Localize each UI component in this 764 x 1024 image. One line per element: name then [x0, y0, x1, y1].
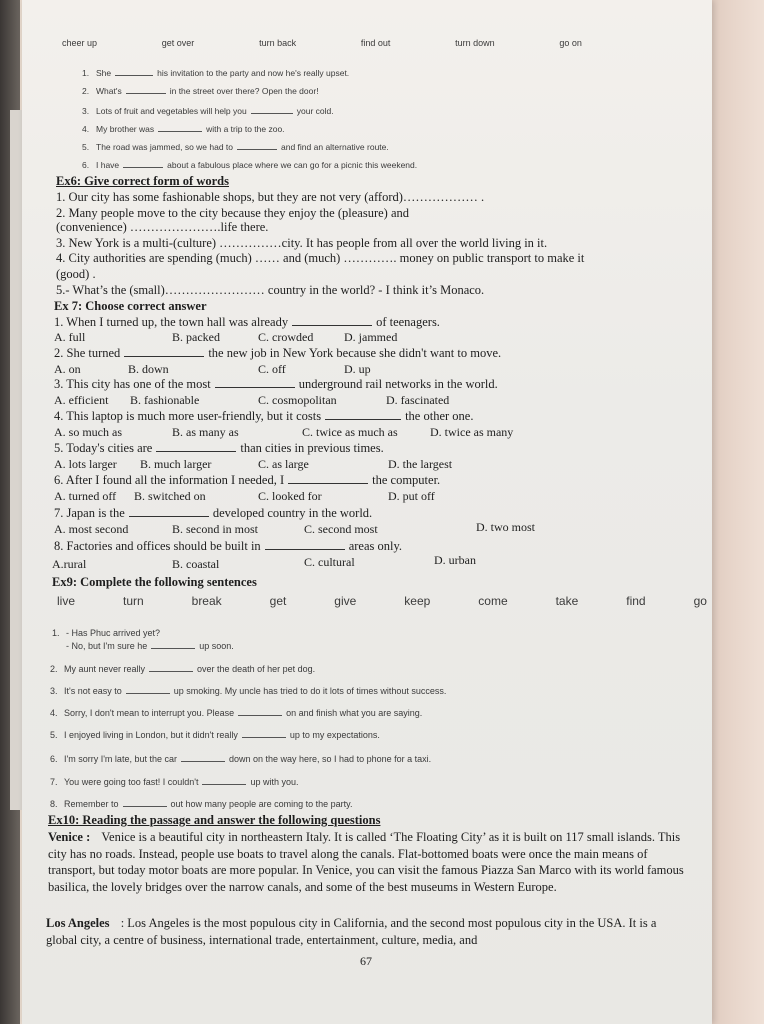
question-line: 6. After I found all the information I needed, I the computer. [54, 473, 441, 487]
question-line: 5.- What’s the (small)…………………… country in the world? - I think it’s Monaco. [56, 283, 485, 297]
question-line: 7. Japan is the developed country in the world. [54, 506, 373, 520]
word-bank-item: break [191, 594, 222, 608]
question-line: 1. Our city has some fashionable shops, but they are not very (afford)……………… . [56, 190, 485, 204]
option: C. twice as much as [302, 425, 398, 439]
word-bank-item: keep [404, 594, 431, 608]
option: D. up [344, 362, 371, 376]
option: A. so much as [54, 425, 122, 439]
question-line: 2. Many people move to the city because they enjoy the (pleasure) and [56, 206, 410, 220]
word-bank-top [62, 38, 582, 48]
list-item: 4. My brother was with a trip to the zoo. [82, 124, 285, 134]
option: A. most second [54, 522, 129, 536]
list-item: 6. I have about a fabulous place where we can go for a picnic this weekend. [82, 160, 418, 170]
question-line: 3. This city has one of the most underground rail networks in the world. [54, 377, 498, 391]
option: D. two most [476, 520, 536, 534]
option: C. cultural [304, 555, 355, 569]
list-item: 4. Sorry, I don't mean to interrupt you. Please on and finish what you are saying. [50, 708, 423, 718]
word-bank-item: turn [122, 594, 144, 608]
passage-los-angeles [46, 915, 686, 948]
passage-venice [48, 829, 688, 895]
word-bank-item: take [555, 594, 579, 608]
list-item: 3. It's not easy to up smoking. My uncle has tried to do it lots of times without success. [50, 686, 447, 696]
list-item: 2. What's in the street over there? Open the door! [82, 86, 319, 96]
option: B. fashionable [130, 393, 200, 407]
option: B. down [128, 362, 169, 376]
option: C. cosmopolitan [258, 393, 337, 407]
option: D. jammed [344, 330, 398, 344]
option: A. full [54, 330, 86, 344]
word-bank-item: turn back [259, 38, 297, 48]
option: A. turned off [54, 489, 117, 503]
option: C. second most [304, 522, 378, 536]
option: A. efficient [54, 393, 109, 407]
option: D. fascinated [386, 393, 450, 407]
question-line: 4. City authorities are spending (much) …… and (much) …………. money on public transport to make it [56, 251, 585, 265]
question-line: 5. Today's cities are than cities in previous times. [54, 441, 384, 455]
list-item: 5. The road was jammed, so we had to and find an alternative route. [82, 142, 389, 152]
list-item: 1. She his invitation to the party and now he's really upset. [82, 68, 350, 78]
option: C. crowded [258, 330, 314, 344]
question-line: 2. She turned the new job in New York because she didn't want to move. [54, 346, 502, 360]
option: C. as large [258, 457, 309, 471]
option: A. lots larger [54, 457, 117, 471]
word-bank-item: go [693, 594, 707, 608]
word-bank-item: find out [360, 38, 391, 48]
option: B. packed [172, 330, 220, 344]
option: D. the largest [388, 457, 453, 471]
question-line: 1. When I turned up, the town hall was already of teenagers. [54, 315, 440, 329]
option: A. on [54, 362, 81, 376]
question-line: 4. This laptop is much more user-friendly, but it costs the other one. [54, 409, 474, 423]
word-bank-item: turn down [455, 38, 495, 48]
option: B. as many as [172, 425, 239, 439]
list-item: 5. I enjoyed living in London, but it didn't really up to my expectations. [50, 730, 380, 740]
option: C. looked for [258, 489, 322, 503]
option: A.rural [52, 557, 87, 571]
word-bank-item: give [334, 594, 357, 608]
word-bank-item: come [478, 594, 508, 608]
la-label: Los Angeles [46, 916, 110, 930]
venice-text: Venice is a beautiful city in northeastern Italy. It is called ‘The Floating City’ as it is built on 117 small islands. This city has no roads. Instead, people use boats to travel along the canals. Flat-bottomed boats were once the main means of transport, but today motor boats are more popular. In Venice, you can visit the famous Piazza San Marco with its world famous basilica, the lovely bridges over the narrow canals, and some of the best museums in Western Europe. [48, 830, 684, 894]
word-bank-ex9 [57, 594, 707, 608]
list-item: 2. My aunt never really over the death of her pet dog. [50, 664, 316, 674]
option: B. much larger [140, 457, 212, 471]
option: B. second in most [172, 522, 258, 536]
list-item: 8. Remember to out how many people are coming to the party. [50, 799, 353, 809]
word-bank-item: live [57, 594, 76, 608]
venice-label: Venice : [48, 830, 91, 844]
option: B. coastal [172, 557, 220, 571]
question-line: 8. Factories and offices should be built in areas only. [54, 539, 403, 553]
list-item: 7. You were going too fast! I couldn't up with you. [50, 777, 299, 787]
word-bank-item: go on [559, 38, 582, 48]
page-number: 67 [360, 954, 372, 968]
word-bank-item: find [626, 594, 646, 608]
word-bank-item: cheer up [62, 38, 98, 48]
option: B. switched on [134, 489, 206, 503]
list-item: 3. Lots of fruit and vegetables will help you your cold. [82, 106, 334, 116]
option: D. urban [434, 553, 476, 567]
list-item: 6. I'm sorry I'm late, but the car down on the way here, so I had to phone for a taxi. [50, 754, 432, 764]
section-heading: Ex10: Reading the passage and answer the following questions [48, 813, 381, 827]
option: D. put off [388, 489, 435, 503]
question-line: 3. New York is a multi-(culture) ……………city. It has people from all over the world living in it. [56, 236, 548, 250]
section-heading: Ex6: Give correct form of words [56, 174, 229, 188]
worksheet-page [22, 0, 712, 1024]
option: C. off [258, 362, 286, 376]
word-bank-item: get over [161, 38, 195, 48]
section-heading: Ex 7: Choose correct answer [54, 299, 207, 313]
question-line: (good) . [56, 267, 96, 281]
list-item: - No, but I'm sure he up soon. [66, 641, 234, 651]
option: D. twice as many [430, 425, 514, 439]
section-heading: Ex9: Complete the following sentences [52, 575, 257, 589]
list-item: 1. - Has Phuc arrived yet? [52, 628, 161, 638]
word-bank-item: get [269, 594, 287, 608]
la-text: : Los Angeles is the most populous city in California, and the second most populous city in the USA. It is a global city, a centre of business, international trade, entertainment, culture, media, and [46, 916, 657, 947]
question-line: (convenience) ………………….life there. [56, 220, 269, 234]
